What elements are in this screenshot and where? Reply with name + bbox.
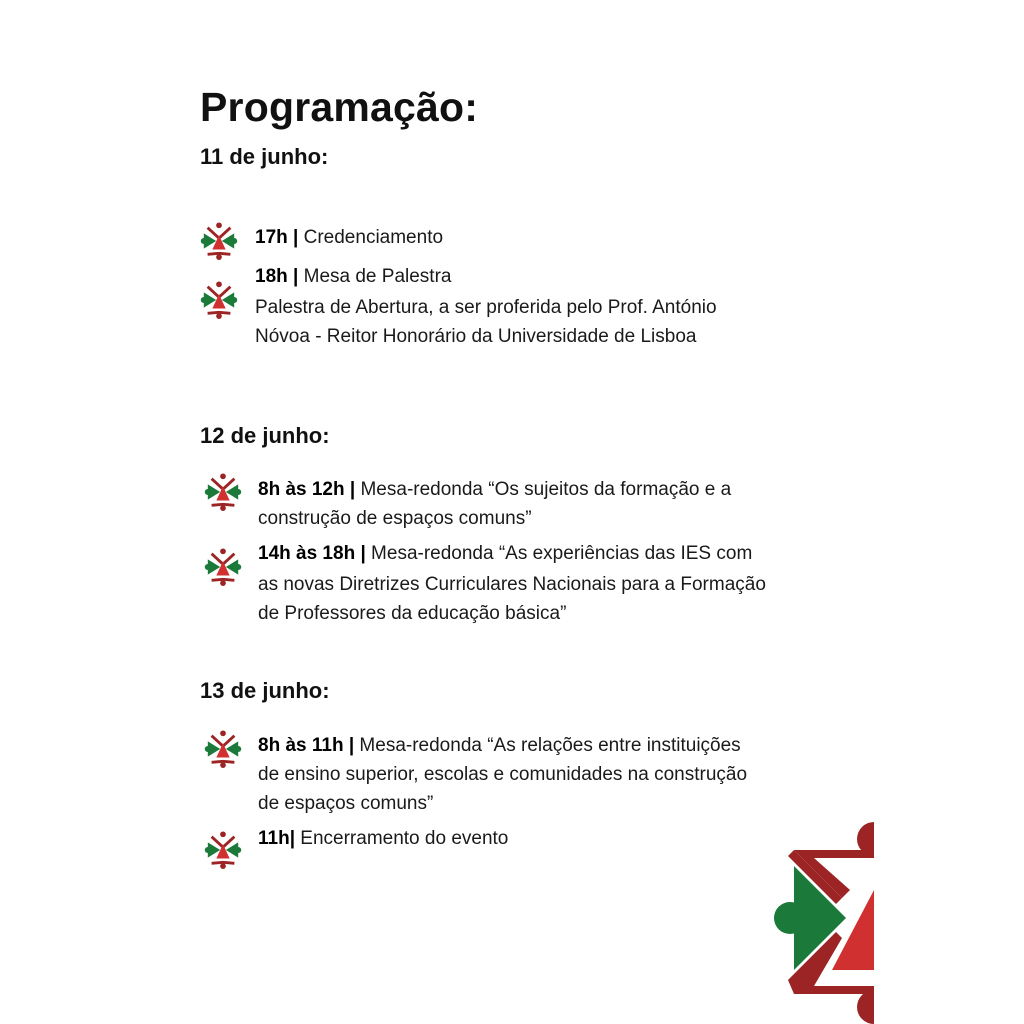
event-item bbox=[258, 475, 731, 533]
event-item bbox=[258, 539, 766, 628]
event-description-line: construção de espaços comuns” bbox=[258, 508, 532, 529]
day-heading-12-junho: 12 de junho: bbox=[200, 423, 330, 448]
event-title: Mesa-redonda “Os sujeitos da formação e a bbox=[355, 479, 732, 500]
event-time: 8h às 11h | bbox=[258, 735, 355, 756]
event-time: 11h| bbox=[258, 828, 296, 849]
event-title: Credenciamento bbox=[298, 227, 444, 248]
event-time: 14h às 18h | bbox=[258, 543, 366, 564]
event-description-line: de ensino superior, escolas e comunidades na construção bbox=[258, 764, 748, 785]
event-emblem-icon bbox=[200, 281, 238, 319]
event-emblem-icon bbox=[204, 730, 242, 768]
event-description-line: Nóvoa - Reitor Honorário da Universidade de Lisboa bbox=[255, 326, 697, 347]
event-description-line: de Professores da educação básica” bbox=[258, 603, 567, 624]
event-emblem-icon bbox=[200, 222, 238, 260]
event-time: 18h | bbox=[255, 266, 299, 287]
brand-emblem-icon bbox=[770, 820, 874, 1024]
event-item bbox=[258, 824, 508, 853]
event-description-line: de espaços comuns” bbox=[258, 793, 434, 814]
event-title: Mesa de Palestra bbox=[298, 266, 452, 287]
event-item bbox=[255, 223, 443, 252]
event-time: 17h | bbox=[255, 227, 299, 248]
event-emblem-icon bbox=[204, 831, 242, 869]
event-item bbox=[258, 731, 747, 818]
day-heading-11-junho: 11 de junho: bbox=[200, 144, 329, 169]
event-emblem-icon bbox=[204, 473, 242, 511]
event-emblem-icon bbox=[204, 548, 242, 586]
event-description-line: Palestra de Abertura, a ser proferida pelo Prof. António bbox=[255, 297, 717, 318]
event-title: Mesa-redonda “As experiências das IES com bbox=[365, 543, 753, 564]
event-item bbox=[255, 262, 717, 351]
event-description-line: as novas Diretrizes Curriculares Nacionais para a Formação bbox=[258, 574, 766, 595]
event-time: 8h às 12h | bbox=[258, 479, 356, 500]
event-title: Mesa-redonda “As relações entre instituições bbox=[354, 735, 741, 756]
event-title: Encerramento do evento bbox=[295, 828, 509, 849]
day-heading-13-junho: 13 de junho: bbox=[200, 678, 330, 703]
page-title: Programação: bbox=[200, 84, 479, 130]
